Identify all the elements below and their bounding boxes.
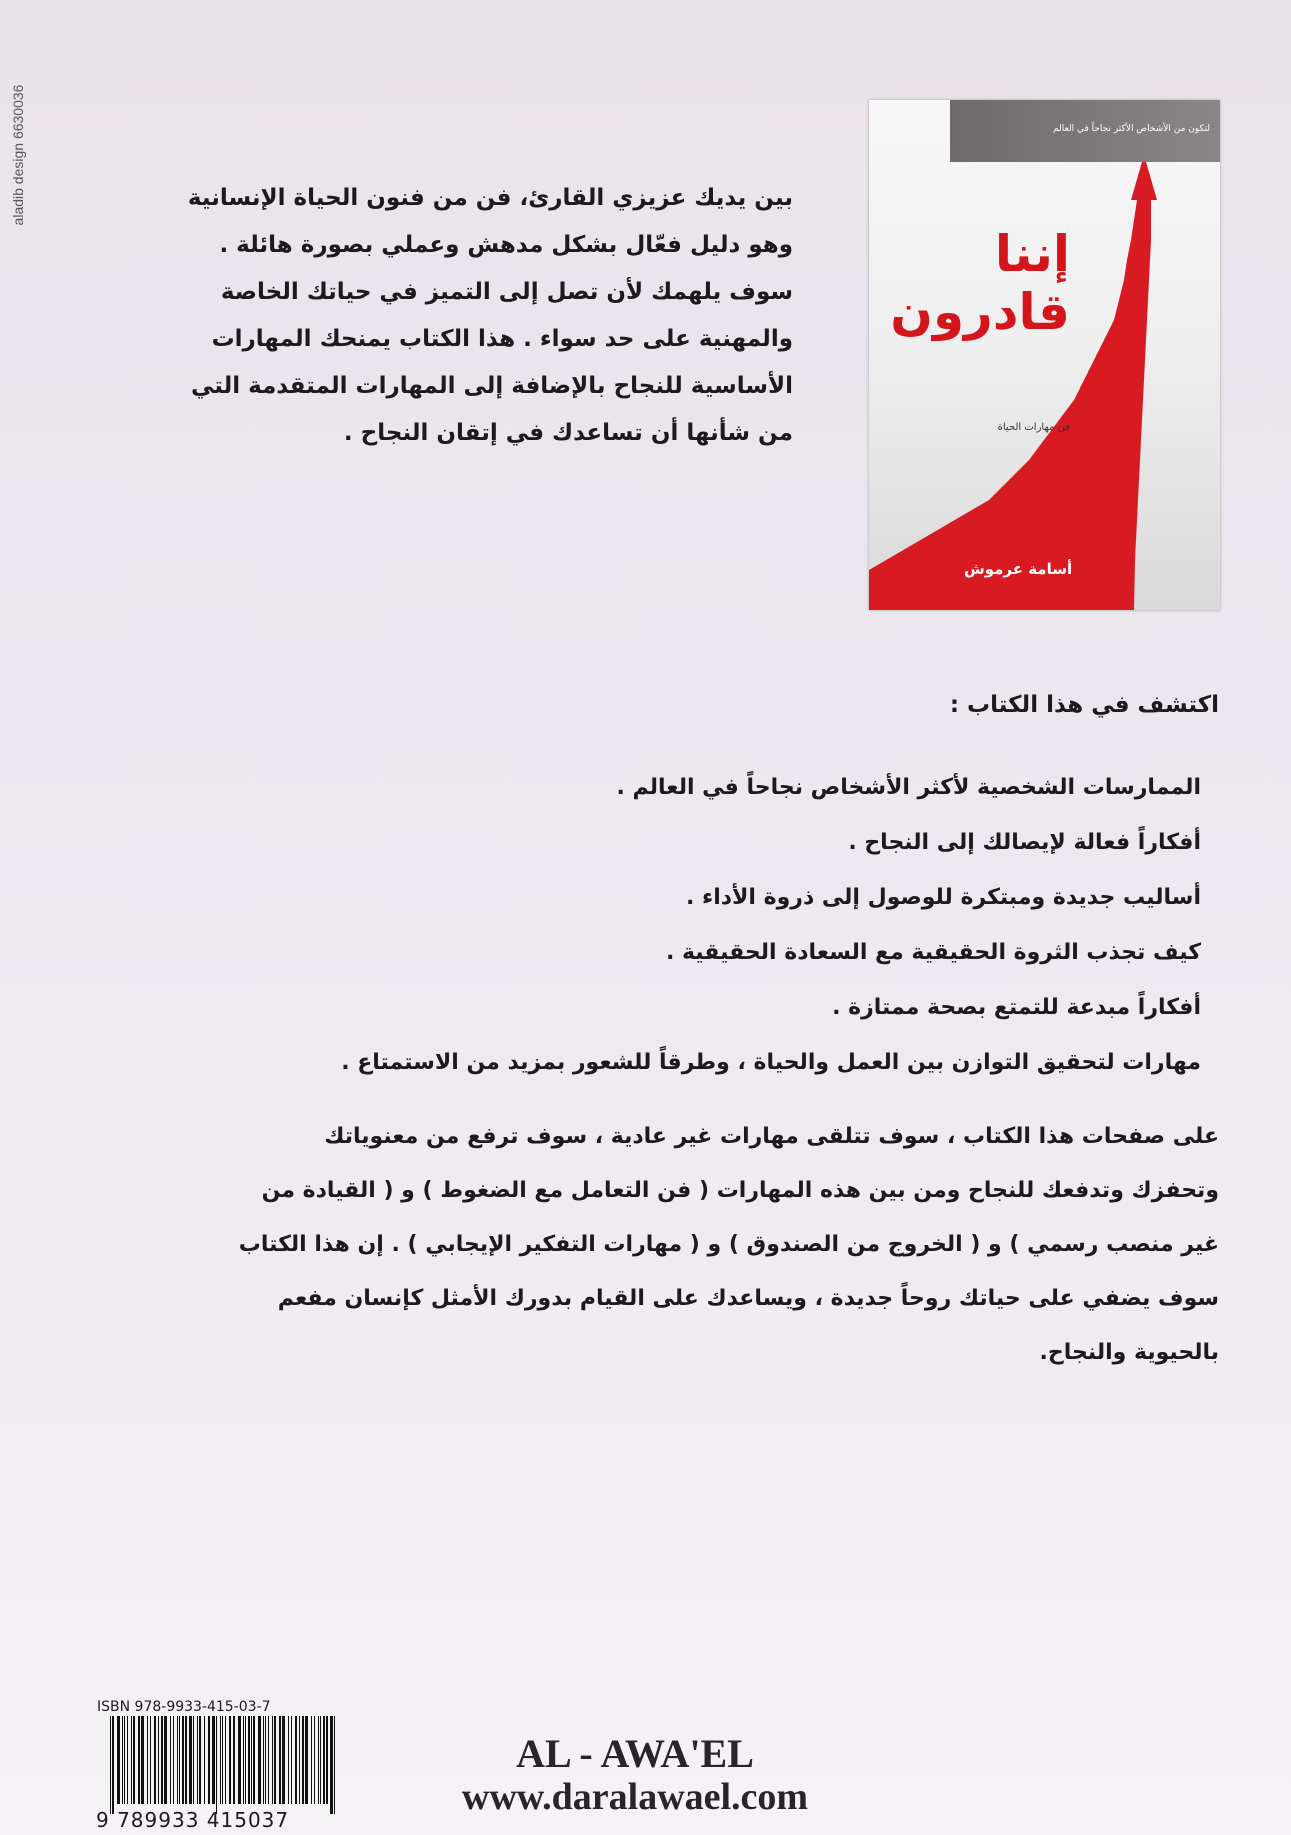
barcode-bar [299,1716,300,1804]
barcode-bar [288,1716,289,1804]
intro-line: وهو دليل فعّال بشكل مدهش وعملي بصورة هائلة . [219,232,793,258]
intro-line: سوف يلهمك لأن تصل إلى التميز في حياتك الخاصة [220,279,793,305]
barcode-bar [238,1716,241,1804]
designer-code [6,30,30,280]
publisher-url: www.daralawael.com [461,1776,809,1818]
list-item: أساليب جديدة ومبتكرة للوصول إلى ذروة الأداء . [685,885,1201,910]
list-item: أفكاراً مبدعة للتمتع بصحة ممتازة . [832,995,1201,1020]
list-item: أفكاراً فعالة لإيصالك إلى النجاح . [848,830,1201,855]
barcode-bar [311,1716,312,1804]
body-line: بالحيوية والنجاح. [1039,1340,1219,1365]
barcode [96,1716,340,1814]
discover-heading: اكتشف في هذا الكتاب : [949,692,1219,718]
barcode-bar [112,1716,114,1814]
barcode-bar [295,1716,297,1804]
barcode-bar [179,1716,180,1804]
barcode-bar [265,1716,266,1804]
barcode-bar [110,1716,111,1814]
publisher-name: AL - AWA'EL [516,1731,754,1776]
cover-subtitle: فن مهارات الحياة [997,422,1070,433]
barcode-bar [170,1716,171,1804]
barcode-bar [225,1716,226,1804]
barcode-bar [197,1716,198,1804]
barcode-bar [127,1716,128,1804]
barcode-bar [282,1716,285,1804]
body-line: على صفحات هذا الكتاب ، سوف تتلقى مهارات غير عادية ، سوف ترفع من معنوياتك [324,1124,1219,1149]
intro-line: الأساسية للنجاح بالإضافة إلى المهارات المتقدمة التي [190,373,793,399]
intro-line: والمهنية على حد سواء . هذا الكتاب يمنحك المهارات [211,326,793,352]
barcode-bar [263,1716,264,1804]
barcode-bar [204,1716,205,1804]
barcode-bar [229,1716,231,1804]
barcode-bar [173,1716,174,1804]
cover-author: أسامة عرموش [964,560,1073,578]
body-line: سوف يضفي على حياتك روحاً جديدة ، ويساعدك على القيام بدورك الأمثل كإنسان مفعم [277,1286,1219,1311]
barcode-bar [177,1716,178,1804]
discover-list [341,760,1201,1090]
body-line: وتحفزك وتدفعك للنجاح ومن بين هذه المهارات ( فن التعامل مع الضغوط ) و ( القيادة من [261,1178,1219,1203]
intro-line: من شأنها أن تساعدك في إتقان النجاح . [343,420,793,446]
barcode-bar [330,1716,333,1814]
barcode-bar [320,1716,321,1804]
barcode-bar [212,1716,215,1804]
barcode-bar [251,1716,252,1804]
barcode-bar [268,1716,269,1804]
barcode-bar [279,1716,281,1804]
barcode-bar [122,1716,123,1804]
intro-line: بين يديك عزيزي القارئ، فن من فنون الحياة الإنسانية [187,185,793,211]
front-cover-thumbnail [869,100,1220,610]
barcode-bar [305,1716,308,1804]
barcode-bar [189,1716,192,1804]
barcode-bar [158,1716,159,1804]
barcode-bar [243,1716,244,1804]
body-paragraph [239,1110,1219,1380]
barcode-bar [326,1716,328,1804]
barcode-bar [124,1716,125,1804]
intro-paragraph [188,175,793,457]
designer-code-text: aladib design 6630036 [10,84,26,226]
cover-title [890,225,1070,341]
cover-title-line2: قادرون [890,283,1070,341]
barcode-bar [222,1716,223,1804]
barcode-bar [141,1716,144,1804]
barcode-bar [253,1716,255,1804]
cover-title-line1: إننا [994,225,1070,283]
barcode-bar [220,1716,221,1804]
barcode-bar [233,1716,235,1804]
barcode-bar [150,1716,151,1804]
red-staircase-arrow-graphic [869,100,1220,610]
barcode-bar [199,1716,201,1804]
barcode-bar [185,1716,187,1804]
barcode-bar [161,1716,163,1804]
barcode-bar [248,1716,250,1804]
barcode-bar [164,1716,167,1804]
barcode-bar [258,1716,261,1804]
barcode-digits: 9 789933 415037 [96,1808,290,1832]
barcode-bar [245,1716,246,1804]
barcode-bar [318,1716,319,1804]
barcode-bar [334,1716,335,1814]
barcode-bar [272,1716,273,1804]
barcode-bar [138,1716,140,1804]
cover-tagline-band [950,100,1220,162]
barcode-bar [302,1716,304,1804]
cover-tagline: لتكون من الأشخاص الأكثر نجاحاً في العالم [1053,124,1210,134]
barcode-bar [193,1716,194,1804]
list-item: كيف تجذب الثروة الحقيقية مع السعادة الحقيقية . [665,940,1201,965]
barcode-bar [314,1716,315,1804]
barcode-bar [216,1716,217,1814]
barcode-bar [131,1716,132,1804]
barcode-bar [133,1716,135,1804]
barcode-bar [274,1716,276,1804]
isbn-label: ISBN 978-9933-415-03-7 [97,1699,271,1715]
barcode-bar [208,1716,210,1804]
barcode-bar [154,1716,156,1804]
list-item: مهارات لتحقيق التوازن بين العمل والحياة ، وطرقاً للشعور بمزيد من الاستمتاع . [341,1050,1201,1075]
barcode-bar [117,1716,120,1804]
list-item: الممارسات الشخصية لأكثر الأشخاص نجاحاً في العالم . [616,775,1201,800]
barcode-bar [291,1716,292,1804]
barcode-bar [182,1716,184,1804]
body-line: غير منصب رسمي ) و ( الخروج من الصندوق ) و ( مهارات التفكير الإيجابي ) . إن هذا الكتاب [238,1232,1219,1257]
barcode-bar [323,1716,325,1804]
barcode-bar [147,1716,148,1804]
